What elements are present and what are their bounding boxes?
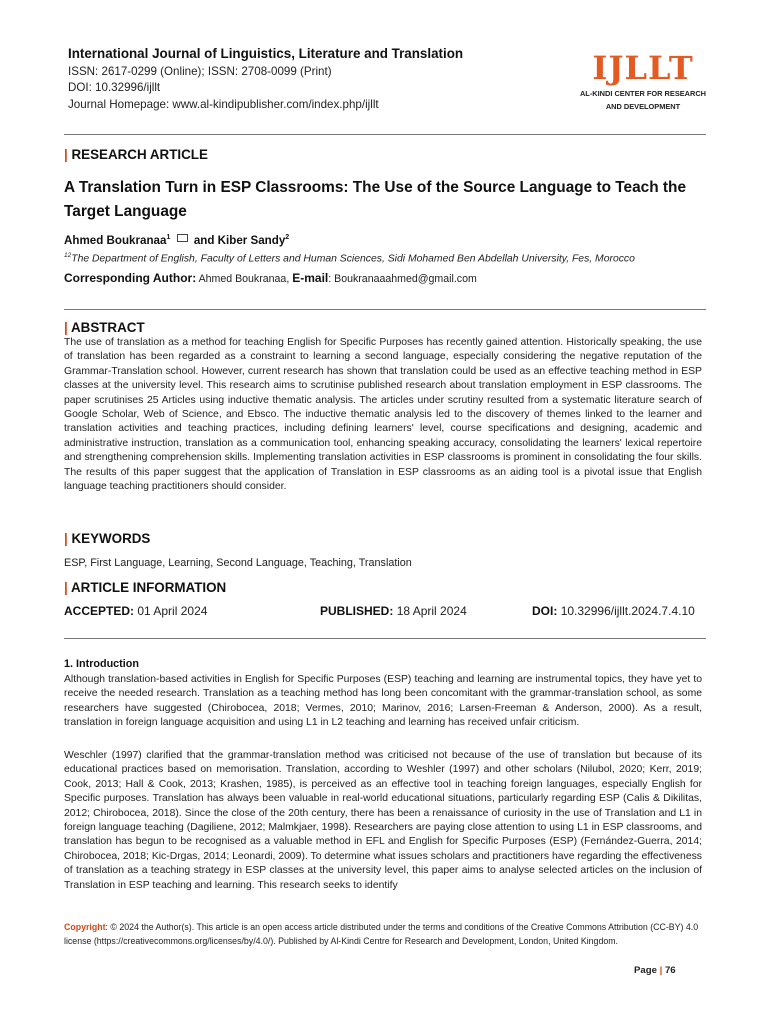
section-marker: | xyxy=(64,147,68,162)
logo-caption-line1: AL-KINDI CENTER FOR RESEARCH xyxy=(579,89,707,98)
doi-label: DOI: xyxy=(532,604,558,618)
accepted-label: ACCEPTED: xyxy=(64,604,135,618)
author-2: and Kiber Sandy xyxy=(193,234,286,247)
introduction-heading: 1. Introduction xyxy=(64,658,139,670)
abstract-heading-label: ABSTRACT xyxy=(70,320,145,335)
article-info-heading xyxy=(64,579,226,596)
keywords-text: ESP, First Language, Learning, Second Language, Teaching, Translation xyxy=(64,557,412,569)
introduction-paragraph-1: Although translation-based activities in English for Specific Purposes (ESP) teaching and learning are instrumental topics, they have yet to receive the needed research. Translation as a teaching method has long been concomitant with the grammar-translation school, as some researchers have suggested (Chirobocea, 2018; Vermes, 2010; Marinov, 2016; Larsen-Freeman & Anderson, 2000). As a result, translation in foreign language acquisition and using L1 in L2 teaching and learning has received unfair criticism. xyxy=(64,674,702,729)
corresponding-author xyxy=(64,271,477,285)
copyright-label: Copyright xyxy=(64,922,106,932)
page-value: 76 xyxy=(664,965,676,976)
page-number xyxy=(634,965,676,976)
article-title: A Translation Turn in ESP Classrooms: The Use of the Source Language to Teach the Target Language xyxy=(64,179,687,220)
envelope-icon[interactable] xyxy=(177,234,188,242)
journal-header xyxy=(68,46,548,113)
authors-line xyxy=(64,234,289,247)
doi-info xyxy=(532,604,695,618)
section-marker: | xyxy=(64,531,68,546)
doi-value[interactable]: 10.32996/ijllt.2024.7.4.10 xyxy=(560,604,695,618)
header-divider xyxy=(64,134,706,135)
published-info xyxy=(320,604,467,618)
copyright-text: : © 2024 the Author(s). This article is an open access article distributed under the terms and conditions of the Creative Commons Attribution (CC-BY) 4.0 license (https://creativecommons.org/licenses/by/4.0/). Published by Al-Kindi Centre for Research and Development, London, United Kingdom. xyxy=(64,922,699,946)
abstract-text: The use of translation as a method for teaching English for Specific Purposes has recently gained attention. Historically speaking, the use of translation has been regarded as a constraint to learning a second language, especially considering the negative reputation of the Grammar-Translation school. However, current research has shown that translation could be used as an effective teaching method in ESP classes at the university level. This research aims to scrutinise published research about translation employment in ESP classrooms. The paper scrutinises 25 Articles using inductive thematic analysis. The articles under scrutiny resulted from a systematic literature search of Google Scholar, Web of Science, and Ebsco. The inductive thematic analysis led to the discovery of themes linked to the learner and translation activities and teaching practices, including defining learners' level, course specifications and designing, academic and administrative instruction, translation as a communication tool, enhancing speaking accuracy, consolidating the learners' lexical repertoire and strengthening comprehension skills. Implementing translation activities in ESP classrooms is prominent in consolidating the four skills. The results of this paper suggest that the application of Translation in ESP classrooms as an aiding tool is a pivotal issue that English language teaching practitioners should consider. xyxy=(64,337,702,493)
section-marker: | xyxy=(64,580,68,595)
section-marker: | xyxy=(659,965,663,976)
author-1-sup: 1 xyxy=(166,234,171,242)
affiliation xyxy=(64,252,635,264)
affiliation-sup: 12 xyxy=(64,252,72,259)
logo-caption-line2: AND DEVELOPMENT xyxy=(605,102,681,111)
logo-letters: IJLLT xyxy=(592,49,694,87)
published-value: 18 April 2024 xyxy=(396,604,467,618)
keywords-heading-label: KEYWORDS xyxy=(71,531,151,546)
keywords-heading xyxy=(64,530,150,547)
journal-doi: DOI: 10.32996/ijllt xyxy=(68,81,161,94)
introduction-paragraph-2: Weschler (1997) clarified that the grammar-translation method was criticised not because of the use of translation but because of its educational practices based on memorisation. Translation, according to Weshler (1997) and other scholars (Nilubol, 2020; Kerr, 2019; Cook, 2013; Hall & Cook, 2013; Krashen, 1985), is perceived as an effective tool in teaching foreign languages, especially English for Specific purposes. Translation has always been valuable in real-world educational situations, particularly regarding ESP (Calis & Dikilitas, 2012; Chirobocea, 2018). Since the close of the 20th century, there has been a renaissance of curiosity in the use of Translation and L1 in foreign language teaching (Dagiliene, 2012; Malmkjaer, 1998). Researchers are paying close attention to using L1 in ESP classrooms, and translation has begun to be recognised as a valuable method in EFL and English for Specific Purposes (ESP) (Fernández-Guerra, 2014; Chirobocea, 2018; Kic-Drgas, 2014; Leonardi, 2009). To determine what issues scholars and practitioners have regarding the effectiveness of translation as a teaching strategy in ESP classes at the university level, this paper aims to analyse selected articles on the inclusion of Translation in ESP teaching and learning. This research seeks to identify xyxy=(64,750,702,891)
copyright-notice xyxy=(64,920,702,948)
accepted-value: 01 April 2024 xyxy=(137,604,208,618)
journal-homepage[interactable]: Journal Homepage: www.al-kindipublisher.com/index.php/ijllt xyxy=(68,97,379,111)
article-type-heading xyxy=(64,146,208,163)
affiliation-text: The Department of English, Faculty of Letters and Human Sciences, Sidi Mohamed Ben Abdellah University, Fes, Morocco xyxy=(71,253,635,265)
page-label: Page xyxy=(634,965,657,976)
title-divider xyxy=(64,309,706,310)
author-1: Ahmed Boukranaa xyxy=(64,234,167,247)
abstract-heading xyxy=(64,319,145,336)
journal-title: International Journal of Linguistics, Literature and Translation xyxy=(68,46,464,61)
accepted-info xyxy=(64,604,207,618)
corresponding-email[interactable]: : Boukranaaahmed@gmail.com xyxy=(328,273,477,285)
email-label: E-mail xyxy=(292,271,329,285)
section-marker: | xyxy=(64,320,68,335)
journal-logo xyxy=(568,50,718,112)
published-label: PUBLISHED: xyxy=(320,604,394,618)
article-info-heading-label: ARTICLE INFORMATION xyxy=(70,580,227,595)
article-type-label: RESEARCH ARTICLE xyxy=(71,147,208,162)
author-2-sup: 2 xyxy=(285,234,290,242)
corresponding-label: Corresponding Author: xyxy=(64,271,197,285)
journal-issn: ISSN: 2617-0299 (Online); ISSN: 2708-0099 (Print) xyxy=(68,64,332,78)
info-divider xyxy=(64,638,706,639)
corresponding-name: Ahmed Boukranaa, xyxy=(198,273,290,285)
